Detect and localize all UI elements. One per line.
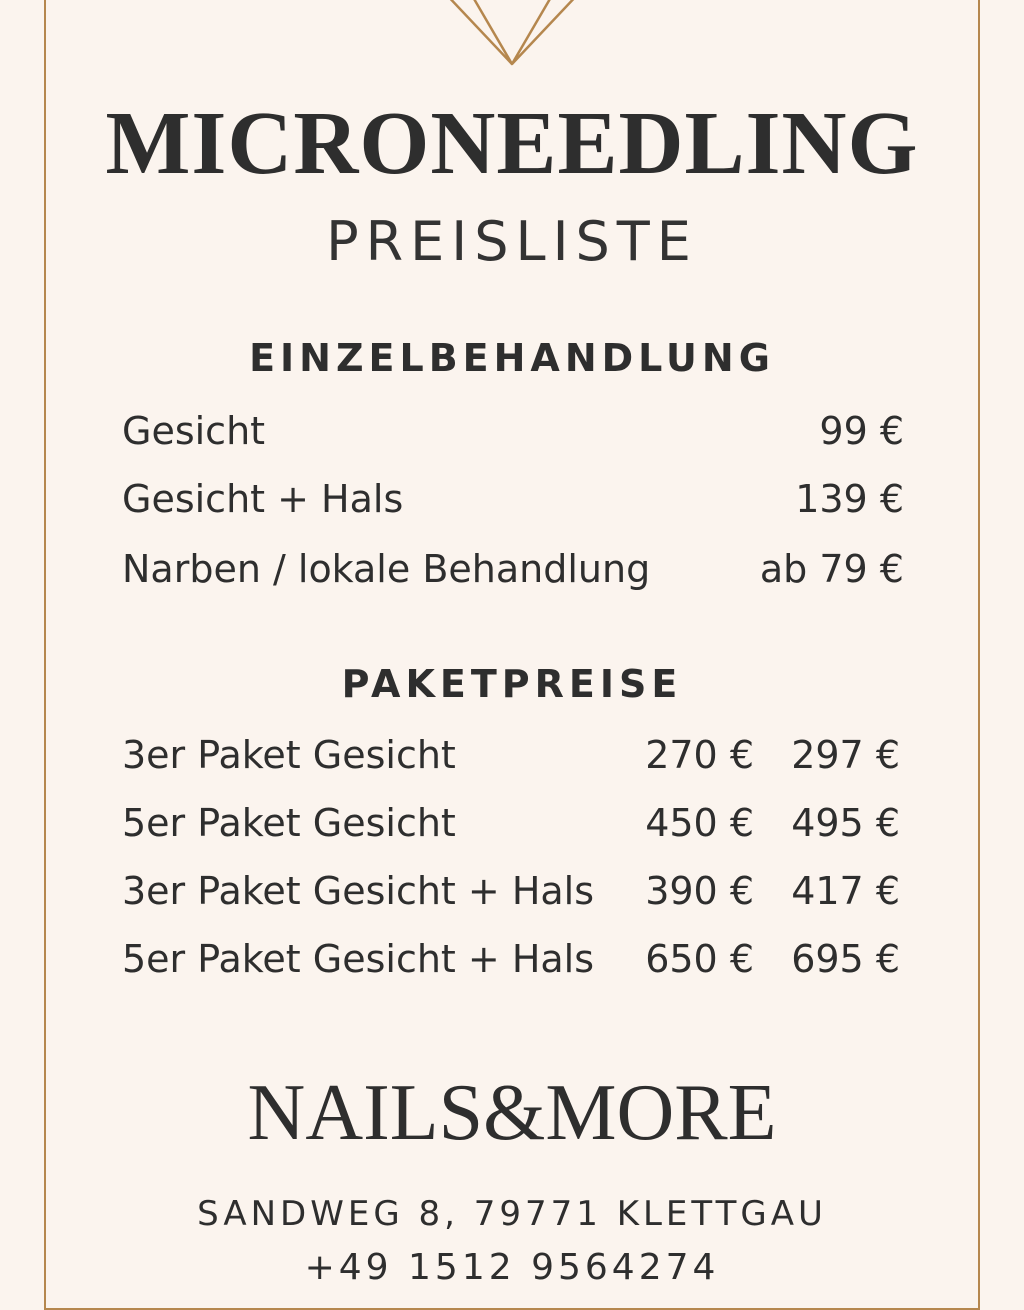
package-price-2: 297 € xyxy=(791,733,900,777)
service-price: 99 € xyxy=(819,409,904,453)
service-price: ab 79 € xyxy=(759,547,904,591)
package-price-1: 450 € xyxy=(645,801,754,845)
package-label: 5er Paket Gesicht + Hals xyxy=(122,937,595,981)
service-label: Gesicht xyxy=(122,409,266,453)
package-row xyxy=(122,934,904,984)
package-label: 5er Paket Gesicht xyxy=(122,801,456,845)
address: SANDWEG 8, 79771 KLETTGAU xyxy=(197,1194,827,1234)
package-price-1: 270 € xyxy=(645,733,754,777)
package-price-1: 650 € xyxy=(645,937,754,981)
package-label: 3er Paket Gesicht xyxy=(122,733,456,777)
price-row xyxy=(122,544,904,594)
phone-number: +49 1512 9564274 xyxy=(304,1247,720,1288)
package-row xyxy=(122,866,904,916)
package-price-2: 495 € xyxy=(791,801,900,845)
section-heading-einzelbehandlung: EINZELBEHANDLUNG xyxy=(249,336,775,380)
service-label: Narben / lokale Behandlung xyxy=(122,547,651,591)
package-price-2: 695 € xyxy=(791,937,900,981)
page-title: MICRONEEDLING xyxy=(105,94,919,193)
price-row xyxy=(122,474,904,524)
page-subtitle: PREISLISTE xyxy=(326,210,698,273)
service-price: 139 € xyxy=(795,477,904,521)
package-row xyxy=(122,798,904,848)
package-label: 3er Paket Gesicht + Hals xyxy=(122,869,595,913)
price-row xyxy=(122,406,904,456)
package-row xyxy=(122,730,904,780)
brand-name: NAILS&MORE xyxy=(247,1069,777,1157)
diamond-icon xyxy=(442,0,582,70)
service-label: Gesicht + Hals xyxy=(122,477,404,521)
section-heading-paketpreise: PAKETPREISE xyxy=(341,662,683,706)
package-price-2: 417 € xyxy=(791,869,900,913)
package-price-1: 390 € xyxy=(645,869,754,913)
